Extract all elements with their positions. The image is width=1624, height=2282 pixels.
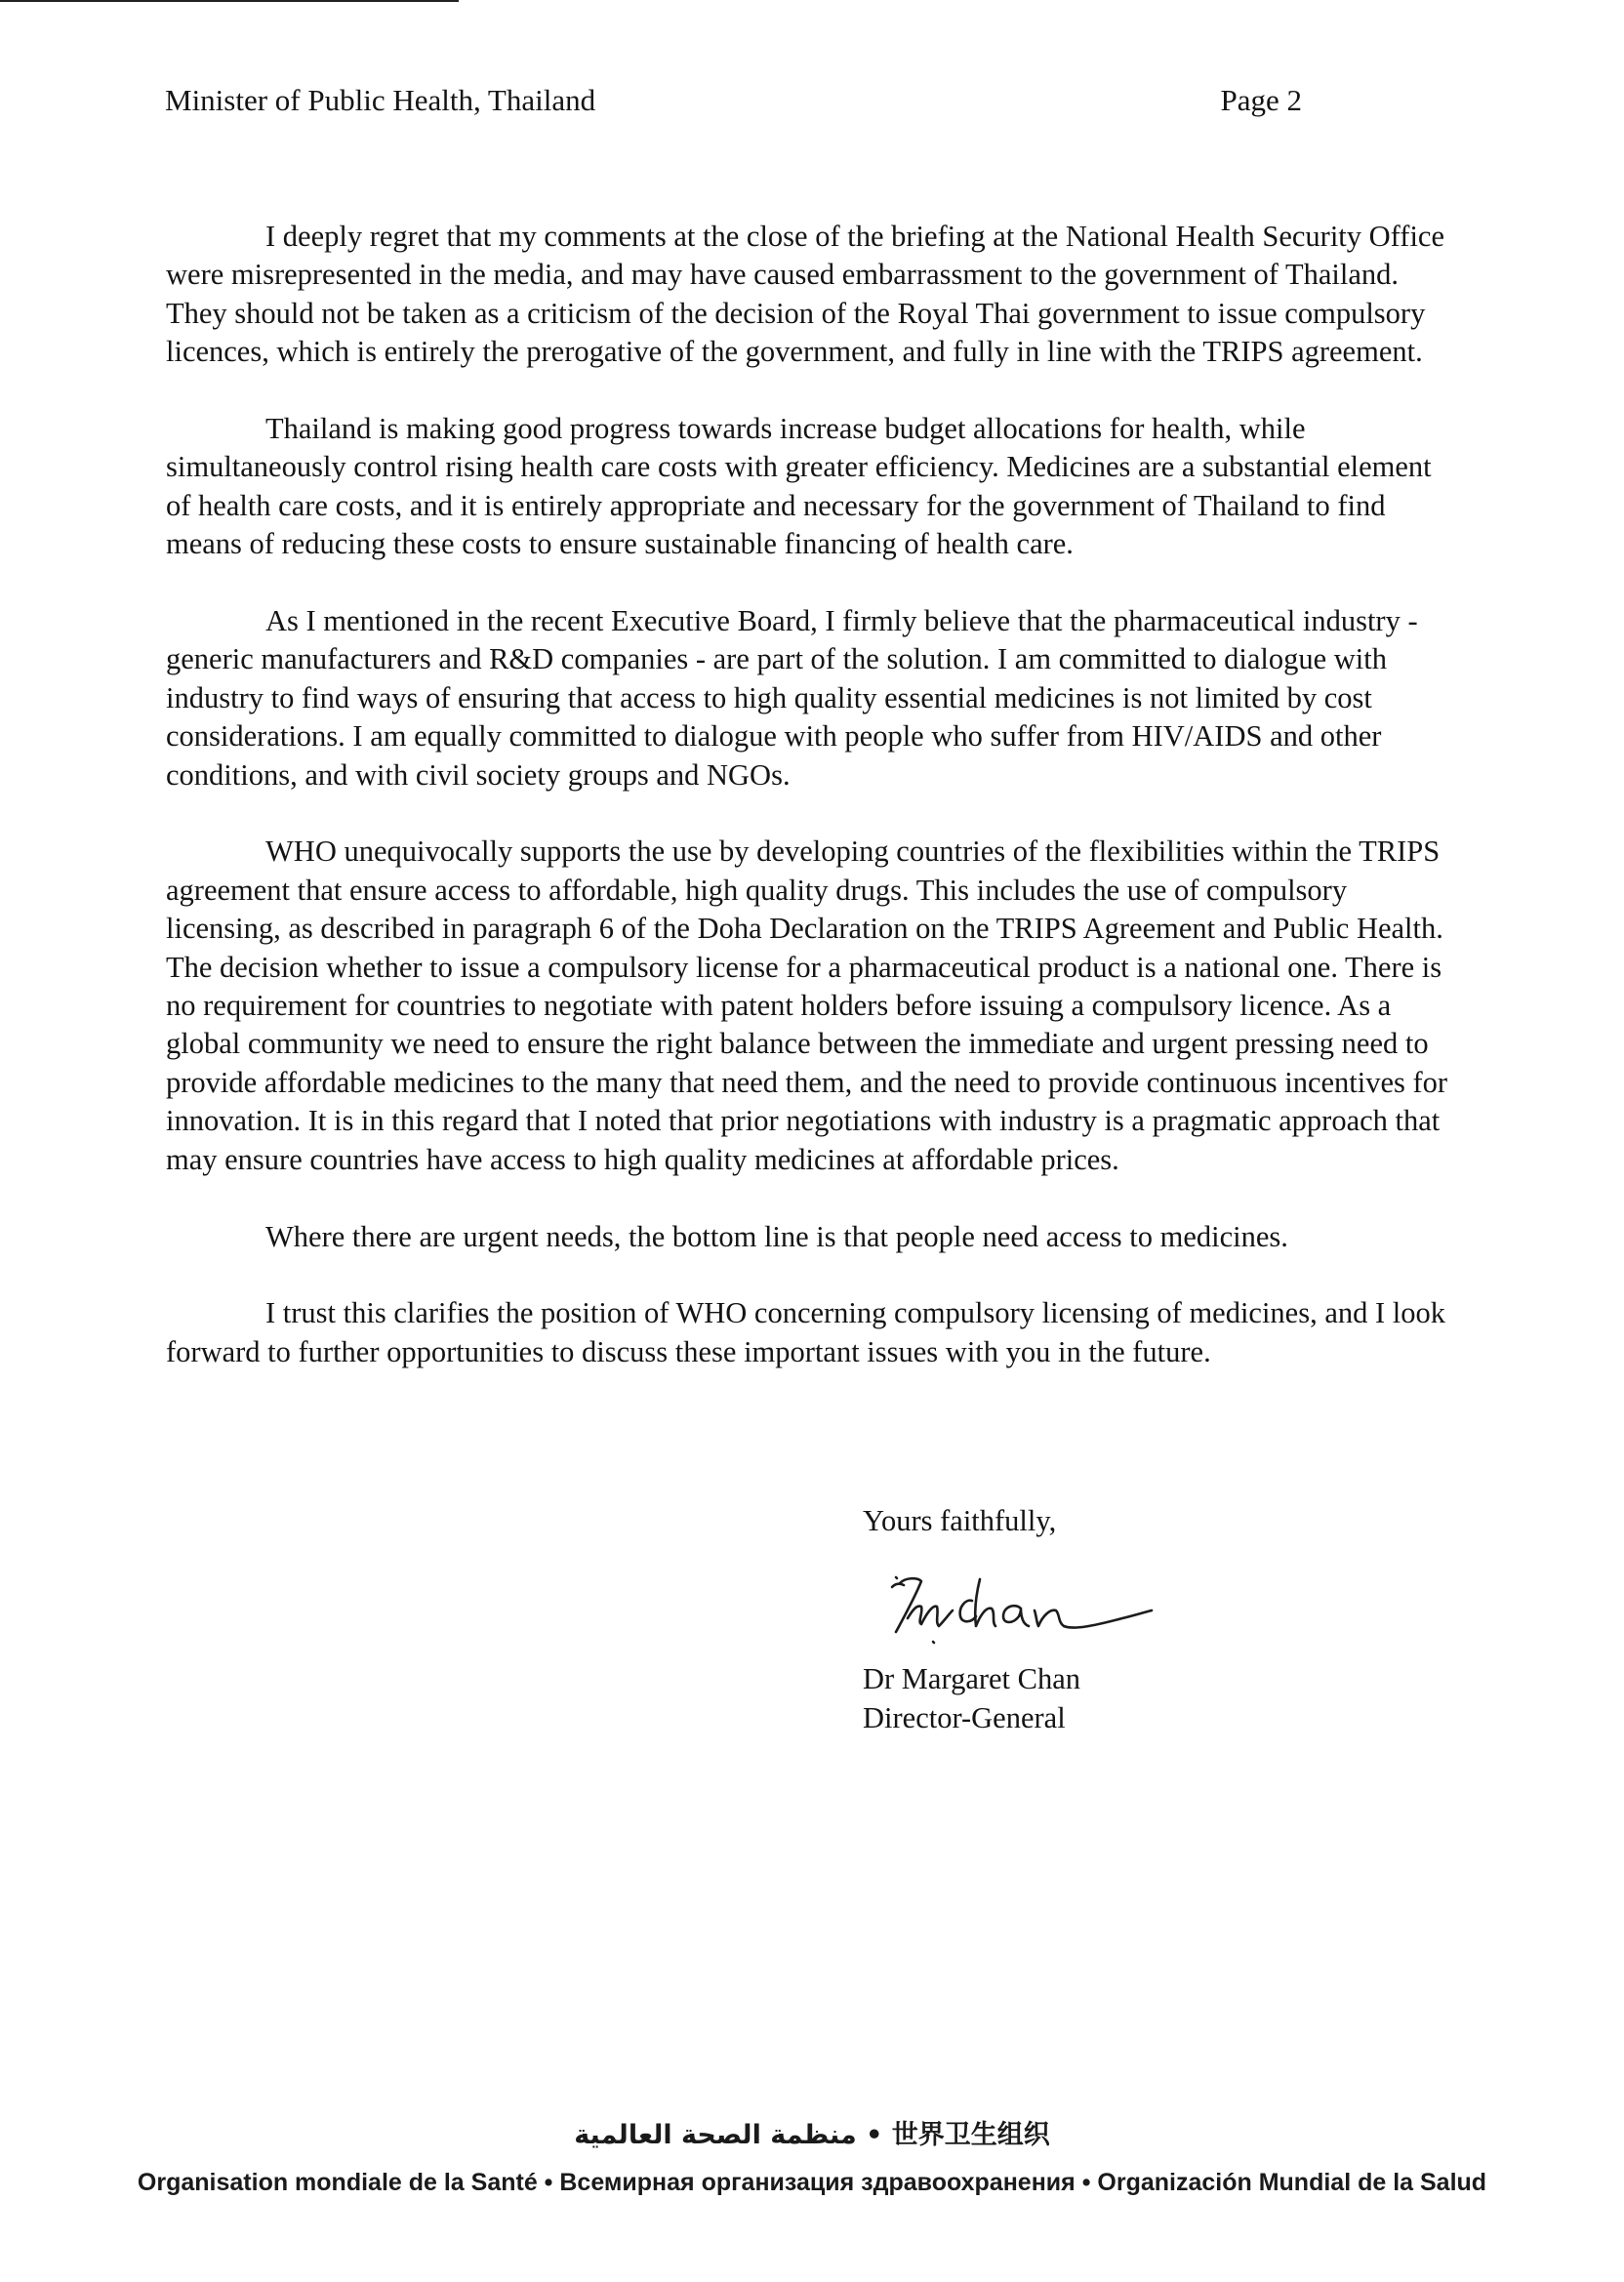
handwritten-signature [878, 1562, 1161, 1650]
footer-multilingual-line2: Organisation mondiale de la Santé • Всемирная организация здравоохранения • Organización Mundial de la Salud [137, 2169, 1487, 2196]
recipient-line: Minister of Public Health, Thailand [165, 83, 596, 117]
paragraph: I trust this clarifies the position of WHO concerning compulsory licensing of medicines, and I look forward to further opportunities to discuss these important issues with you in the future. [166, 1296, 1446, 1368]
paragraph: As I mentioned in the recent Executive Board, I firmly believe that the pharmaceutical industry - generic manufacturers and R&D companies - are part of the solution. I am committed to dialogue with industry to find ways of ensuring that access to high quality essential medicines is not limited by cost considerations. I am equally committed to dialogue with people who suffer from HIV/AIDS and other conditions, and with civil society groups and NGOs. [166, 604, 1418, 792]
signer-title: Director-General [863, 1701, 1066, 1734]
closing-salutation: Yours faithfully, [863, 1504, 1057, 1537]
letter-body [166, 218, 1459, 1371]
top-rule [0, 0, 459, 2]
paragraph: Where there are urgent needs, the bottom line is that people need access to medicines. [265, 1219, 1288, 1253]
signature-image [878, 1562, 1161, 1650]
paragraph: I deeply regret that my comments at the close of the briefing at the National Health Security Office were misrepresented in the media, and may have caused embarrassment to the government of Thailand. They should not be taken as a criticism of the decision of the Royal Thai government to issue compulsory licences, which is entirely the prerogative of the government, and fully in line with the TRIPS agreement. [166, 220, 1444, 369]
page-number: Page 2 [1220, 83, 1302, 117]
signer-name: Dr Margaret Chan [863, 1662, 1081, 1695]
paragraph: Thailand is making good progress towards increase budget allocations for health, while simultaneously control rising health care costs with greater efficiency. Medicines are a substantial element of health care costs, and it is entirely appropriate and necessary for the government of Thailand to find means of reducing these costs to ensure sustainable financing of health care. [166, 412, 1432, 561]
footer-multilingual-line1: منظمة الصحة العالمية • 世界卫生组织 [574, 2120, 1050, 2150]
paragraph: WHO unequivocally supports the use by developing countries of the flexibilities within the TRIPS agreement that ensure access to affordable, high quality drugs. This includes the use of compulsory licensing, as described in paragraph 6 of the Doha Declaration on the TRIPS Agreement and Public Health. The decision whether to issue a compulsory license for a pharmaceutical product is a national one. There is no requirement for countries to negotiate with patent holders before issuing a compulsory licence. As a global community we need to ensure the right balance between the immediate and urgent pressing need to provide affordable medicines to the many that need them, and the need to provide continuous incentives for innovation. It is in this regard that I noted that prior negotiations with industry is a pragmatic approach that may ensure countries have access to high quality medicines at affordable prices. [166, 835, 1448, 1176]
